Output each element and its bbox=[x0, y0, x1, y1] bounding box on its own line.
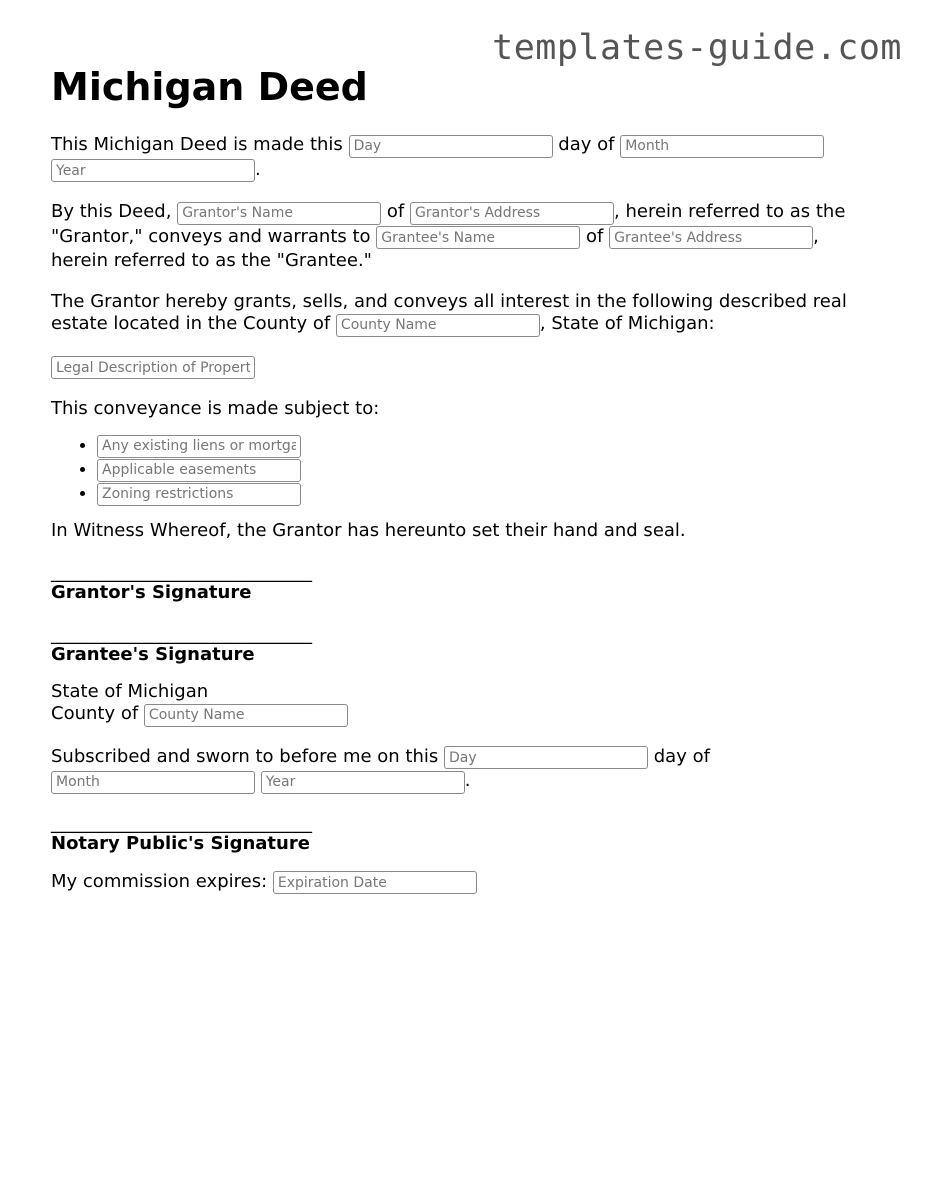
notary-signature-label: Notary Public's Signature bbox=[51, 832, 310, 854]
notary-county-input[interactable] bbox=[144, 704, 348, 727]
intro-text-2: day of bbox=[558, 134, 615, 155]
deed-document bbox=[51, 64, 871, 894]
sworn-year-input[interactable] bbox=[261, 771, 465, 794]
grantee-signature-label: Grantee's Signature bbox=[51, 644, 255, 665]
legal-description-row bbox=[51, 355, 871, 380]
commission-expiration-input[interactable] bbox=[273, 871, 477, 894]
sworn-text-2: day of bbox=[653, 745, 710, 767]
easements-input[interactable] bbox=[97, 459, 301, 482]
parties-paragraph bbox=[51, 200, 871, 273]
grant-text-1: The Grantor hereby grants, sells, and conveys all interest in the following described real estate located in the County of bbox=[51, 291, 847, 334]
property-county-input[interactable] bbox=[336, 314, 540, 337]
intro-day-input[interactable] bbox=[349, 135, 553, 158]
grant-paragraph bbox=[51, 291, 871, 337]
subject-list bbox=[51, 433, 871, 505]
grantor-address-input[interactable] bbox=[410, 202, 614, 225]
parties-text-1: By this Deed, bbox=[51, 201, 172, 222]
subject-heading: This conveyance is made subject to: bbox=[51, 398, 380, 419]
list-item bbox=[97, 481, 871, 505]
commission-row bbox=[51, 870, 871, 895]
parties-of-2: of bbox=[586, 225, 604, 247]
grantor-name-input[interactable] bbox=[177, 202, 381, 225]
notary-county-row bbox=[51, 703, 871, 727]
legal-description-input[interactable] bbox=[51, 356, 255, 379]
sworn-text-1: Subscribed and sworn to before me on this bbox=[51, 745, 439, 767]
parties-text-3: , herein referred to as the "Grantee." bbox=[51, 225, 819, 271]
commission-label: My commission expires: bbox=[51, 870, 268, 892]
intro-text-1: This Michigan Deed is made this bbox=[51, 134, 343, 155]
zoning-input[interactable] bbox=[97, 483, 301, 506]
page-title: Michigan Deed bbox=[51, 65, 368, 109]
list-item bbox=[97, 457, 871, 481]
intro-month-input[interactable] bbox=[620, 135, 824, 158]
list-item bbox=[97, 433, 871, 457]
sworn-month-input[interactable] bbox=[51, 771, 255, 794]
grantor-signature-label: Grantor's Signature bbox=[51, 582, 252, 603]
sworn-paragraph bbox=[51, 745, 871, 794]
liens-input[interactable] bbox=[97, 435, 301, 458]
sworn-day-input[interactable] bbox=[444, 746, 648, 769]
grantor-signature-line: _____________________________ bbox=[51, 562, 312, 583]
sworn-end: . bbox=[464, 770, 471, 791]
parties-of-1: of bbox=[386, 201, 405, 222]
site-watermark: templates-guide.com bbox=[492, 28, 902, 68]
intro-end: . bbox=[255, 158, 261, 180]
notary-state: State of Michigan bbox=[51, 681, 209, 702]
witness-statement: In Witness Whereof, the Grantor has hereunto set their hand and seal. bbox=[51, 520, 686, 541]
grantee-signature-line: _____________________________ bbox=[51, 624, 312, 645]
notary-county-label: County of bbox=[51, 703, 139, 724]
parties-text-2: , herein referred to as the "Grantor," conveys and warrants to bbox=[51, 201, 846, 247]
notary-signature-line: _____________________________ bbox=[51, 812, 312, 834]
grant-text-2: , State of Michigan: bbox=[539, 313, 715, 334]
intro-year-input[interactable] bbox=[51, 159, 255, 182]
grantee-name-input[interactable] bbox=[376, 226, 580, 249]
intro-paragraph bbox=[51, 133, 871, 182]
grantee-address-input[interactable] bbox=[609, 226, 813, 249]
